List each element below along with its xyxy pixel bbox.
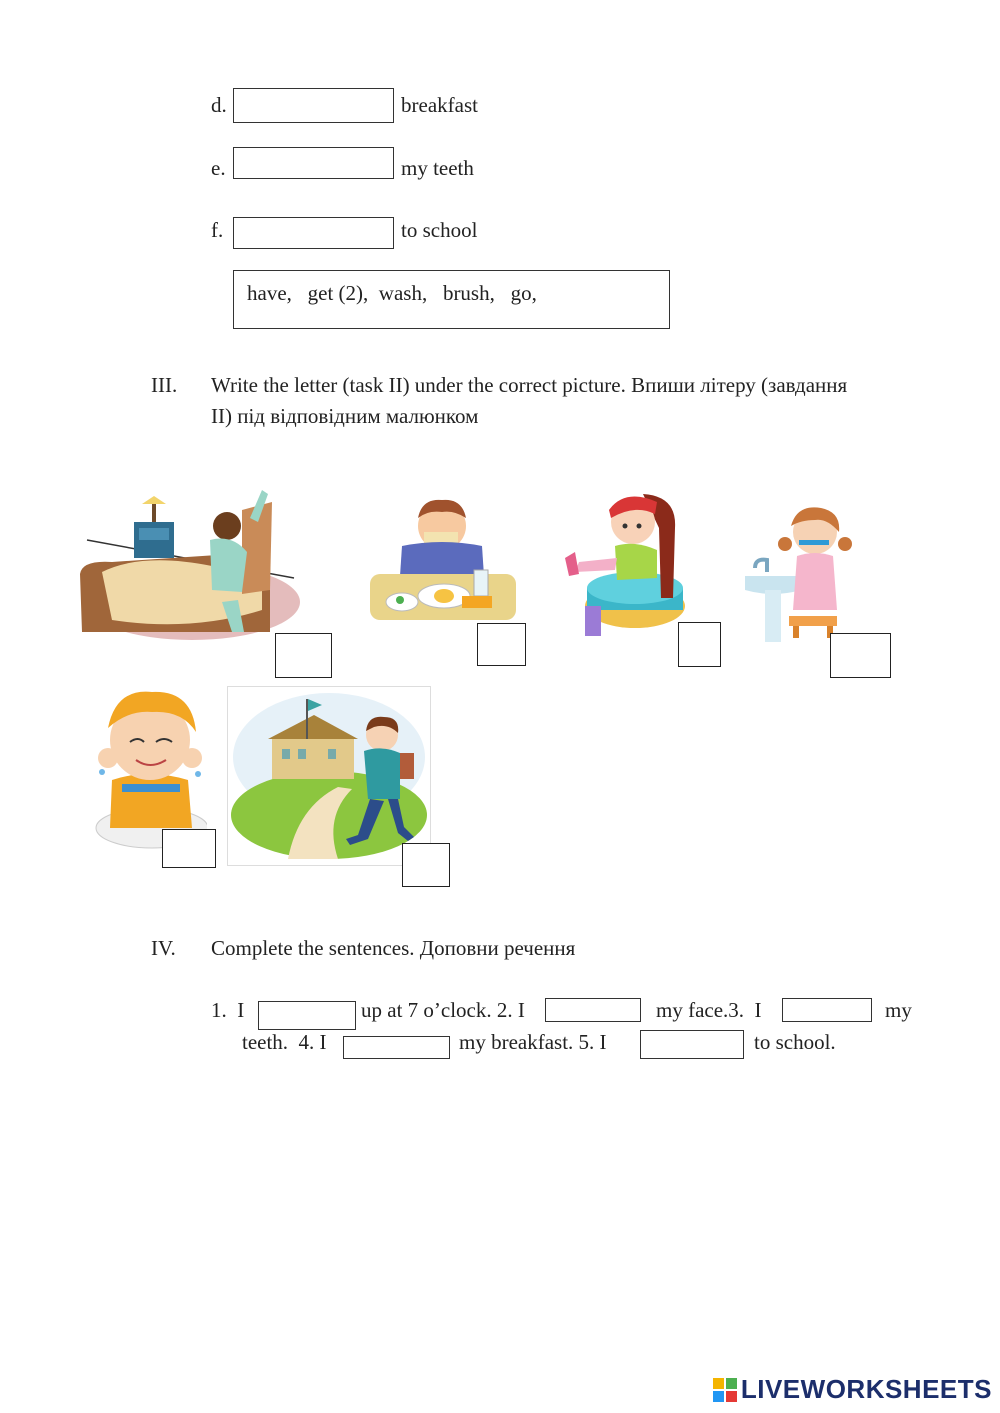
picture-get-dressed [565, 488, 690, 643]
picture-go-to-school-frame [227, 686, 431, 866]
item-letter-e: e. [211, 156, 226, 180]
sentence-1-middle: up at 7 o’clock. 2. I [361, 998, 525, 1022]
task4-title: Complete the sentences. Доповни речення [211, 936, 576, 960]
sentence-1-start: 1. I [211, 998, 245, 1022]
liveworksheets-logo-text: LIVEWORKSHEETS [740, 1374, 992, 1404]
item-letter-d: d. [211, 93, 227, 117]
sentence-5-end: to school. [754, 1030, 836, 1054]
sentence-input-2[interactable] [545, 998, 641, 1022]
word-bank-text: have, get (2), wash, brush, go, [247, 281, 537, 305]
picture-answer-box-6[interactable] [402, 843, 450, 887]
task3-instruction-line1: Write the letter (task II) under the correct picture. Впиши літеру (завдання [211, 373, 848, 397]
sentence-input-3[interactable] [782, 998, 872, 1022]
sentence-3-my: my [885, 998, 912, 1022]
sentence-2-end: my face.3. I [656, 998, 762, 1022]
task4-numeral: IV. [151, 936, 176, 960]
picture-answer-box-1[interactable] [275, 633, 332, 678]
picture-have-breakfast [362, 486, 522, 636]
picture-answer-box-3[interactable] [678, 622, 721, 667]
picture-go-to-school [228, 687, 430, 865]
item-letter-f: f. [211, 218, 224, 242]
sentence-3-end: teeth. 4. I [242, 1030, 327, 1054]
sentence-input-5[interactable] [640, 1030, 744, 1059]
picture-get-up [72, 482, 302, 642]
answer-input-d[interactable] [233, 88, 394, 123]
item-text-e: my teeth [401, 156, 474, 180]
picture-answer-box-4[interactable] [830, 633, 891, 678]
picture-brush-teeth [741, 498, 861, 646]
sentence-input-4[interactable] [343, 1036, 450, 1059]
picture-answer-box-2[interactable] [477, 623, 526, 666]
task3-instruction-line2: II) під відповідним малюнком [211, 404, 479, 428]
answer-input-f[interactable] [233, 217, 394, 249]
liveworksheets-logo [713, 1374, 992, 1405]
item-text-d: breakfast [401, 93, 478, 117]
item-text-f: to school [401, 218, 478, 242]
answer-input-e[interactable] [233, 147, 394, 179]
liveworksheets-logo-icon [713, 1378, 737, 1402]
sentence-input-1[interactable] [258, 1001, 356, 1030]
picture-answer-box-5[interactable] [162, 829, 216, 868]
word-bank [233, 270, 670, 329]
task3-numeral: III. [151, 373, 178, 397]
sentence-4-end: my breakfast. 5. I [459, 1030, 607, 1054]
